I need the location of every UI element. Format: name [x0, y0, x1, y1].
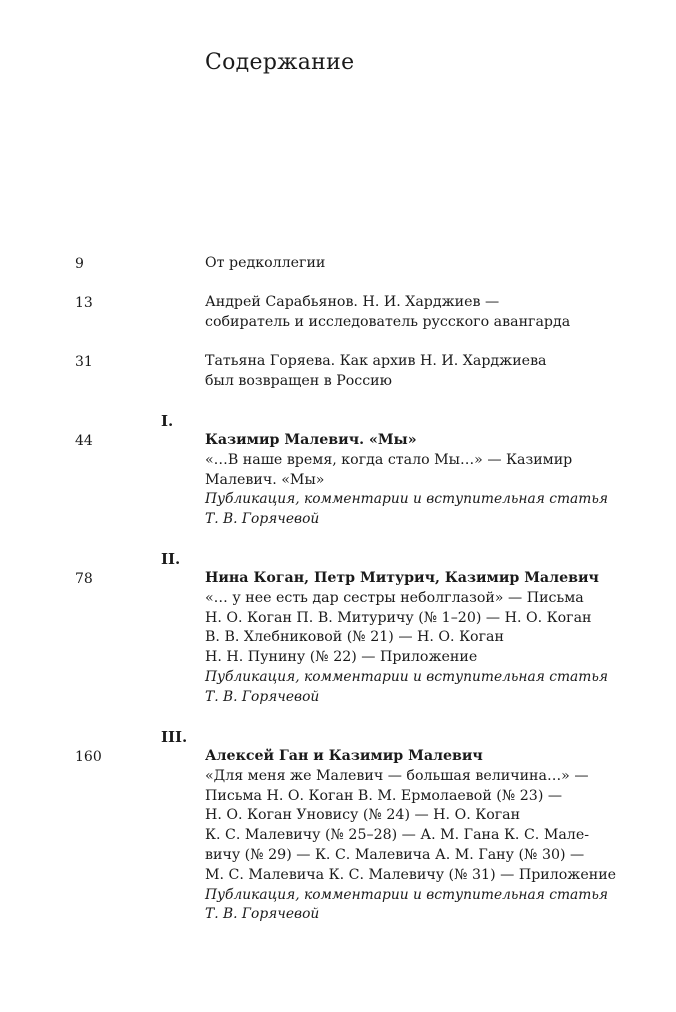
credit-line: Публикация, комментарии и вступительная статья — [205, 491, 609, 508]
credit-line: Т. В. Горячевой — [205, 688, 320, 705]
page-number: 13 — [75, 295, 93, 311]
page-number: 31 — [75, 354, 93, 370]
entry-line: Н. О. Коган Уновису (№ 24) — Н. О. Коган — [205, 807, 521, 824]
entry-line: собиратель и исследователь русского авангарда — [205, 313, 571, 330]
credit-line: Т. В. Горячевой — [205, 906, 320, 923]
entry-line: Андрей Сарабьянов. Н. И. Харджиев — — [205, 294, 500, 310]
entry-line: «…В наше время, когда стало Мы…» — Казимир — [205, 451, 573, 468]
entry-line: В. В. Хлебниковой (№ 21) — Н. О. Коган — [205, 629, 504, 646]
section-heading: Нина Коган, Петр Митурич, Казимир Малевич — [205, 570, 599, 586]
entry-line: «… у нее есть дар сестры неболглазой» — Письма — [205, 589, 584, 606]
section-numeral: III. — [161, 728, 188, 746]
entry-line: М. С. Малевича К. С. Малевичу (№ 31) — Приложение — [205, 866, 617, 883]
page-number: 78 — [75, 571, 93, 587]
credit-line: Т. В. Горячевой — [205, 511, 320, 528]
entry-line: был возвращен в Россию — [205, 372, 392, 389]
entry-line: Н. О. Коган П. В. Митуричу (№ 1–20) — Н. О. Коган — [205, 609, 592, 626]
page-title: Содержание — [205, 50, 355, 75]
section-numeral: I. — [161, 412, 174, 430]
section-heading: Казимир Малевич. «Мы» — [205, 432, 417, 448]
entry-line: Н. Н. Пунину (№ 22) — Приложение — [205, 649, 478, 666]
credit-line: Публикация, комментарии и вступительная статья — [205, 886, 609, 903]
section-heading: Алексей Ган и Казимир Малевич — [205, 748, 483, 764]
credit-line: Публикация, комментарии и вступительная статья — [205, 668, 609, 685]
page-number: 9 — [75, 256, 84, 272]
entry-line: «Для меня же Малевич — большая величина…» — — [205, 767, 589, 784]
page-number: 44 — [75, 433, 93, 449]
entry-text — [205, 352, 625, 392]
entry-text — [205, 747, 625, 925]
entry-text — [205, 254, 625, 274]
entry-text — [205, 293, 625, 333]
entry-line: Малевич. «Мы» — [205, 471, 325, 488]
section-numeral: II. — [161, 550, 181, 568]
entry-line: Письма Н. О. Коган В. М. Ермолаевой (№ 23) — — [205, 787, 563, 804]
entry-line: От редколлегии — [205, 255, 326, 271]
page-number: 160 — [75, 749, 102, 765]
entry-text — [205, 569, 625, 708]
entry-line: Татьяна Горяева. Как архив Н. И. Харджиева — [205, 353, 547, 369]
entry-line: К. С. Малевичу (№ 25–28) — А. М. Гана К. С. Мале- — [205, 827, 590, 844]
entry-line: вичу (№ 29) — К. С. Малевича А. М. Гану (№ 30) — — [205, 846, 585, 863]
entry-text — [205, 431, 625, 530]
